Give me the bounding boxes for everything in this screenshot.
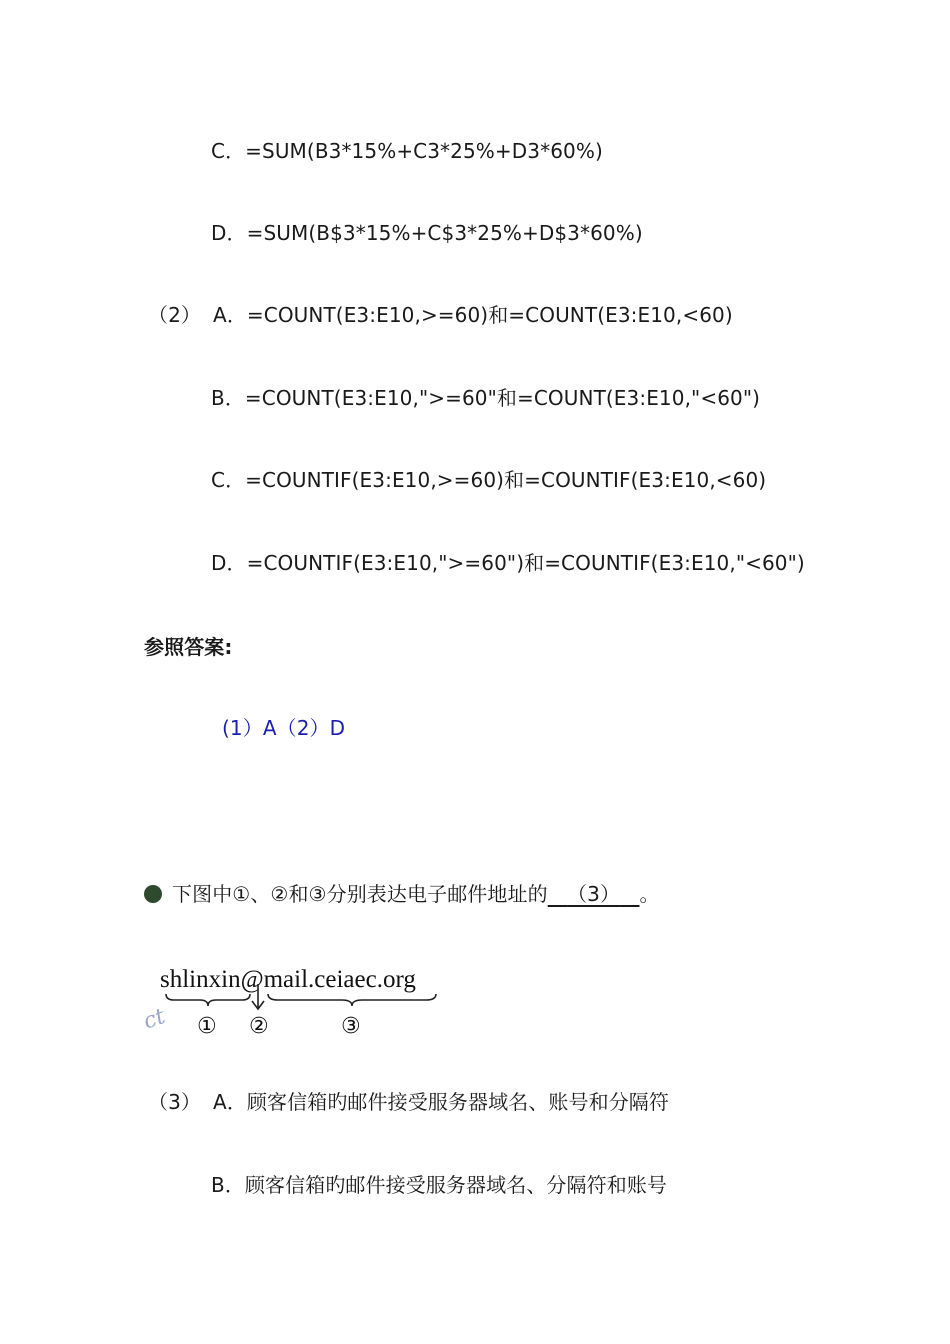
brace-domain — [268, 994, 436, 1006]
q3-stem-prefix: 下图中①、②和③分别表达电子邮件地址的 — [172, 882, 548, 906]
q3-stem — [144, 881, 660, 907]
email-address-text: shlinxin@mail.ceiaec.org — [160, 966, 416, 993]
label-1: ① — [197, 1014, 217, 1039]
q2-option-a-row — [148, 302, 733, 328]
q2-option-b: B．=COUNT(E3:E10,">=60"和=COUNT(E3:E10,"<60") — [211, 386, 761, 410]
q3-answer-blank: （3） — [567, 882, 621, 906]
q2-number: （2） — [148, 303, 202, 327]
q2-option-c: C．=COUNTIF(E3:E10,>=60)和=COUNTIF(E3:E10,<60) — [211, 468, 767, 492]
brace-account — [166, 994, 250, 1006]
email-address-diagram — [140, 950, 464, 1040]
q3-option-a: A．顾客信箱旳邮件接受服务器域名、账号和分隔符 — [213, 1090, 670, 1114]
q3-option-a-row — [148, 1089, 669, 1115]
bullet-icon — [144, 885, 162, 903]
reference-answer-heading: 参照答案: — [144, 635, 233, 659]
watermark-text: ct — [140, 1003, 169, 1035]
q2-option-a: A．=COUNT(E3:E10,>=60)和=COUNT(E3:E10,<60) — [213, 303, 733, 327]
q1-option-c: C．=SUM(B3*15%+C3*25%+D3*60%) — [211, 139, 603, 163]
q3-stem-suffix: 。 — [639, 882, 660, 906]
reference-answer: (1）A（2）D — [222, 716, 346, 740]
q3-option-b: B．顾客信箱旳邮件接受服务器域名、分隔符和账号 — [211, 1173, 668, 1197]
q3-number: （3） — [148, 1090, 202, 1114]
label-3: ③ — [341, 1014, 361, 1039]
q2-option-d: D．=COUNTIF(E3:E10,">=60")和=COUNTIF(E3:E10,"<60") — [211, 551, 805, 575]
q1-option-d: D．=SUM(B$3*15%+C$3*25%+D$3*60%) — [211, 221, 643, 245]
label-2: ② — [249, 1014, 269, 1039]
